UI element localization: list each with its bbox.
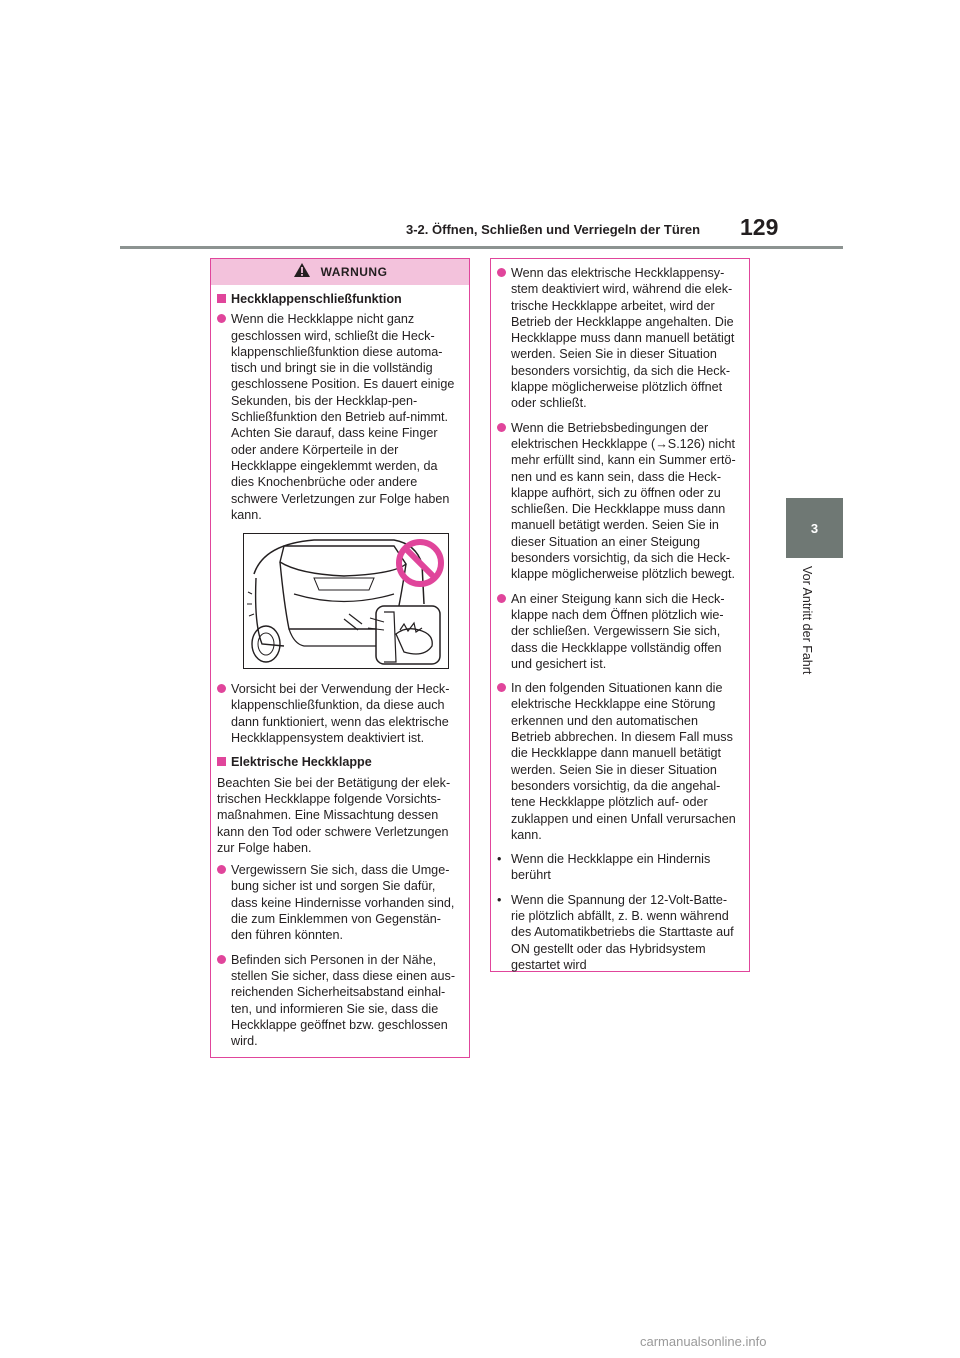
circle-bullet-icon	[497, 268, 506, 277]
list-item: Vorsicht bei der Verwendung der Heck-klappenschließfunktion, da diese auch dann funktioniert, wenn das elektrische Heckklappensystem deaktiviert ist.	[217, 681, 459, 746]
chapter-tab[interactable]	[786, 498, 843, 558]
dot-bullet: •	[497, 892, 502, 907]
chapter-number: 3	[810, 520, 819, 536]
list-item: In den folgenden Situationen kann die elektrische Heckklappe eine Störung erkennen und den automatischen Betrieb abbrechen. In diesem Fall muss die Heckklappe dann manuell betätigt werden. Seien Sie in dieser Situation besonders vorsichtig, da die angehal-tene Heckklappe plötzlich auf- oder zuklappen und einen Unfall verursachen kann.	[497, 680, 739, 843]
circle-bullet-icon	[217, 955, 226, 964]
warning-header	[211, 259, 469, 285]
section-title: 3-2. Öffnen, Schließen und Verriegeln der Türen	[406, 222, 701, 237]
list-item: An einer Steigung kann sich die Heck-klappe nach dem Öffnen plötzlich wie-der schließen. Vergewissern Sie sich, dass die Heckklappe vollständig offen und gesichert ist.	[497, 591, 739, 672]
circle-bullet-icon	[217, 684, 226, 693]
warning-title: WARNUNG	[320, 264, 388, 279]
warning-box-left	[210, 258, 470, 1058]
footer-watermark[interactable]: carmanualsonline.info	[640, 1334, 767, 1349]
list-item: Wenn die Betriebsbedingungen der elektrischen Heckklappe (→S.126) nicht mehr erfüllt sind, kann ein Summer ertö-nen und es kann sein, dass die Heck-klappe aufhört, sich zu öffnen oder zu schließen. Die Heckklappe muss dann manuell betätigt werden. Seien Sie in dieser Situation an einer Steigung besonders vorsichtig, da sich die Heck-klappe möglicherweise plötzlich bewegt.	[497, 420, 739, 583]
list-item: Wenn die Heckklappe nicht ganz geschlossen wird, schließt die Heck-klappenschließfunktion diese automa-tisch und bringt sie in die vollständig geschlossene Position. Es dauert einige Sekunden, bis der Heckklap-pen-Schließfunktion den Betrieb auf-nimmt. Achten Sie darauf, dass keine Finger oder andere Körperteile in der Heckklappe eingeklemmt werden, da dies Knochenbrüche oder andere schwere Verletzungen zur Folge haben kann.	[217, 311, 459, 523]
section-heading: Elektrische Heckklappe	[217, 754, 459, 770]
circle-bullet-icon	[217, 314, 226, 323]
tailgate-illustration	[243, 533, 449, 669]
list-item: Vergewissern Sie sich, dass die Umge-bung sicher ist und sorgen Sie dafür, dass keine Hindernisse vorhanden sind, die zum Einklemmen von Gegenstän-den führen könnten.	[217, 862, 459, 943]
header-rule	[120, 246, 843, 249]
circle-bullet-icon	[497, 594, 506, 603]
chapter-label: Vor Antritt der Fahrt	[800, 566, 814, 675]
circle-bullet-icon	[217, 865, 226, 874]
section-heading: Heckklappenschließfunktion	[217, 291, 459, 307]
warning-triangle-icon	[293, 262, 311, 282]
sub-list-item: • Wenn die Spannung der 12-Volt-Batte-rie plötzlich abfällt, z. B. wenn während des Automatikbetriebs die Starttaste auf ON gestellt oder das Hybridsystem gestartet wird	[497, 892, 734, 972]
square-bullet-icon	[217, 294, 226, 303]
sub-list-item: • Wenn die Heckklappe ein Hindernis berührt	[497, 852, 711, 883]
dot-bullet: •	[497, 852, 502, 867]
prohibition-icon	[395, 538, 445, 588]
circle-bullet-icon	[497, 423, 506, 432]
circle-bullet-icon	[497, 683, 506, 692]
list-item: Wenn das elektrische Heckklappensy-stem deaktiviert wird, während die elek-trische Heckklappe arbeitet, wird der Betrieb der Heckklappe angehalten. Die Heckklappe muss dann manuell betätigt werden. Seien Sie in dieser Situation besonders vorsichtig, da sich die Heck-klappe möglicherweise plötzlich öffnet oder schließt.	[497, 265, 739, 412]
page-number: 129	[740, 214, 779, 240]
square-bullet-icon	[217, 757, 226, 766]
warning-box-right	[490, 258, 750, 972]
list-item: Befinden sich Personen in der Nähe, stellen Sie sicher, dass diese einen aus-reichenden Sicherheitsabstand einhal-ten, und informieren Sie sie, dass die Heckklappe geöffnet bzw. geschlossen wird.	[217, 952, 459, 1050]
paragraph: Beachten Sie bei der Betätigung der elek-trischen Heckklappe folgende Vorsichts-maßnahmen. Eine Missachtung dessen kann den Tod oder schwere Verletzungen zur Folge haben.	[217, 775, 451, 855]
